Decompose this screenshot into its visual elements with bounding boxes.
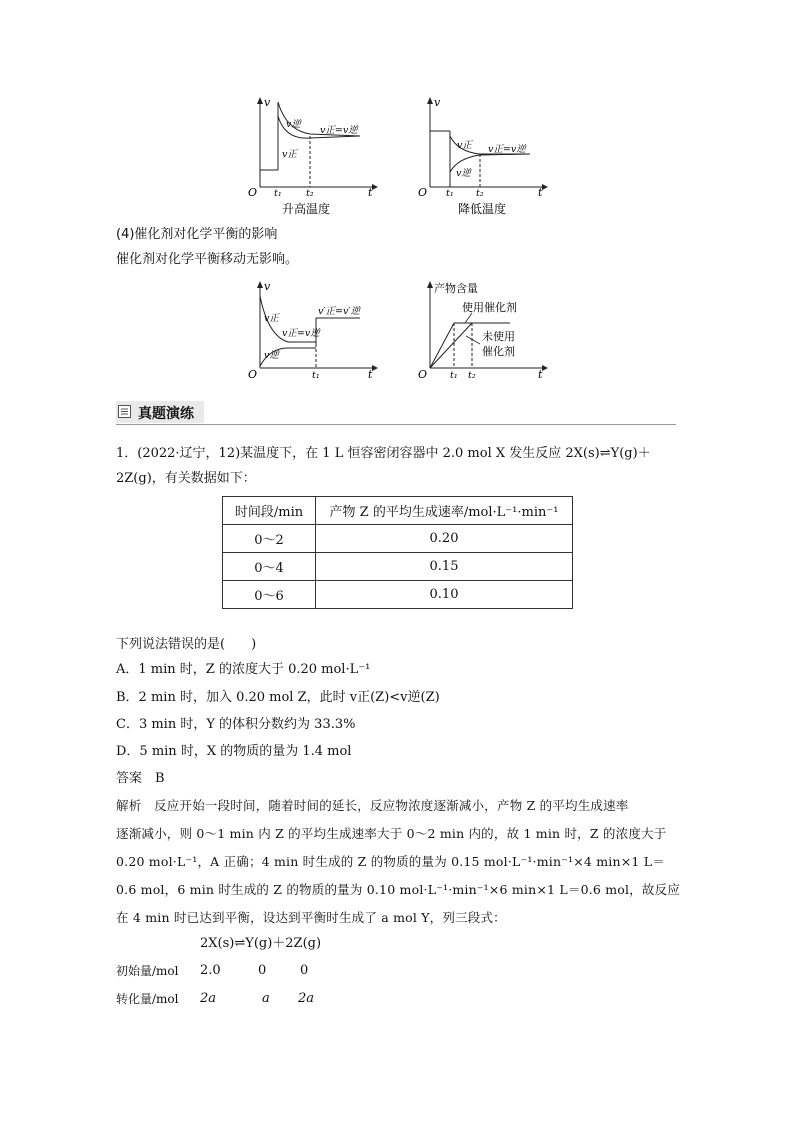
- option-c: C．3 min 时，Y 的体积分数约为 33.3%: [116, 717, 356, 732]
- table-row: [223, 581, 573, 609]
- used-catalyst-label: 使用催化剂: [462, 301, 517, 314]
- y-label: 产物含量: [434, 282, 478, 295]
- t2-label: t₂: [476, 188, 484, 199]
- v-axis-label: v: [264, 96, 271, 109]
- analysis-line-3: 0.20 mol·L⁻¹，A 正确；4 min 时生成的 Z 的物质的量为 0.15 mol·L⁻¹·min⁻¹×4 min×1 L＝: [116, 854, 665, 869]
- table-header-row: [223, 497, 573, 525]
- data-table: [222, 496, 573, 609]
- lower-temp-graph: [410, 92, 550, 220]
- change-label: 转化量/mol: [116, 992, 179, 1006]
- initial-label: 初始量/mol: [116, 964, 179, 978]
- lower-temp-caption: 降低温度: [458, 202, 507, 216]
- raise-temp-graph: [240, 92, 380, 220]
- t2-label: t₂: [306, 188, 314, 199]
- table-cell: 0.20: [316, 525, 573, 553]
- table-header-cell: 时间段/min: [223, 497, 316, 525]
- v-eq-label: v正=v逆: [282, 328, 320, 339]
- answer: 答案 B: [116, 771, 165, 786]
- initial-x: 2.0: [200, 963, 221, 978]
- initial-y: 0: [258, 963, 267, 978]
- section-divider: [116, 424, 676, 425]
- table-cell: 0～6: [223, 581, 316, 609]
- section-list-icon: [118, 405, 131, 418]
- v-eq-label: v正=v逆: [320, 125, 358, 136]
- sub4-body: 催化剂对化学平衡移动无影响。: [116, 252, 299, 267]
- unused-catalyst-label-1: 未使用: [482, 330, 515, 343]
- analysis-line-1: 解析 反应开始一段时间，随着时间的延长，反应物浓度逐渐减小，产物 Z 的平均生成速率: [116, 798, 629, 813]
- v-fwd-label: v正: [282, 149, 297, 160]
- v-rev-label: v逆: [286, 119, 301, 130]
- v-axis-label: v: [264, 280, 271, 293]
- analysis-line-4: 0.6 mol，6 min 时生成的 Z 的物质的量为 0.10 mol·L⁻¹·min⁻¹×6 min×1 L＝0.6 mol，故反应: [116, 882, 681, 897]
- catalyst-rate-graph: [240, 278, 380, 386]
- table-cell: 0～2: [223, 525, 316, 553]
- t1-label: t₁: [450, 370, 458, 381]
- v-fwd-label: v正: [264, 313, 279, 324]
- table-row: [223, 525, 573, 553]
- table-row: [223, 553, 573, 581]
- unused-catalyst-label-2: 催化剂: [482, 345, 515, 358]
- raise-temp-caption: 升高温度: [282, 202, 331, 216]
- v-eq-prime-label: v′正=v′逆: [318, 306, 361, 317]
- t1-label: t₁: [312, 370, 320, 381]
- initial-z: 0: [300, 963, 309, 978]
- three-stage-equation: 2X(s)⇌Y(g)＋2Z(g): [200, 936, 322, 951]
- v-eq-label: v正=v逆: [488, 144, 526, 155]
- section-title: 真题演练: [138, 406, 194, 422]
- change-y: a: [262, 991, 270, 1006]
- analysis-line-2: 逐渐减小，则 0～1 min 内 Z 的平均生成速率大于 0～2 min 内的，故 1 min 时，Z 的浓度大于: [116, 826, 667, 841]
- catalyst-content-graph: [410, 278, 555, 386]
- question-line-2: 2Z(g)，有关数据如下：: [116, 471, 256, 486]
- table-cell: 0.10: [316, 581, 573, 609]
- analysis-line-5: 在 4 min 时已达到平衡，设达到平衡时生成了 a mol Y，列三段式：: [116, 910, 506, 925]
- origin-label: O: [418, 368, 428, 381]
- question-line-1: 1．(2022·辽宁，12)某温度下，在 1 L 恒容密闭容器中 2.0 mol X 发生反应 2X(s)⇌Y(g)＋: [116, 446, 651, 461]
- sub4-heading: (4)催化剂对化学平衡的影响: [116, 227, 278, 242]
- origin-label: O: [418, 186, 428, 199]
- change-z: 2a: [298, 991, 315, 1006]
- change-x: 2a: [200, 991, 217, 1006]
- t-axis-label: t: [368, 368, 373, 381]
- t2-label: t₂: [468, 370, 476, 381]
- option-b: B．2 min 时，加入 0.20 mol Z，此时 v正(Z)<v逆(Z): [116, 690, 440, 705]
- table-cell: 0.15: [316, 553, 573, 581]
- t1-label: t₁: [274, 188, 282, 199]
- table-header-cell: 产物 Z 的平均生成速率/mol·L⁻¹·min⁻¹: [316, 497, 573, 525]
- v-axis-label: v: [434, 96, 441, 109]
- v-rev-label: v逆: [264, 350, 279, 361]
- origin-label: O: [248, 186, 258, 199]
- option-d: D．5 min 时，X 的物质的量为 1.4 mol: [116, 744, 352, 759]
- t-axis-label: t: [368, 186, 373, 199]
- question-prompt: 下列说法错误的是( ): [116, 637, 257, 652]
- table-cell: 0～4: [223, 553, 316, 581]
- t-axis-label: t: [538, 368, 543, 381]
- option-a: A．1 min 时，Z 的浓度大于 0.20 mol·L⁻¹: [116, 662, 371, 677]
- t-axis-label: t: [538, 186, 543, 199]
- v-rev-label: v逆: [456, 168, 471, 179]
- v-fwd-label: v正: [457, 140, 472, 151]
- t1-label: t₁: [446, 188, 454, 199]
- origin-label: O: [248, 368, 258, 381]
